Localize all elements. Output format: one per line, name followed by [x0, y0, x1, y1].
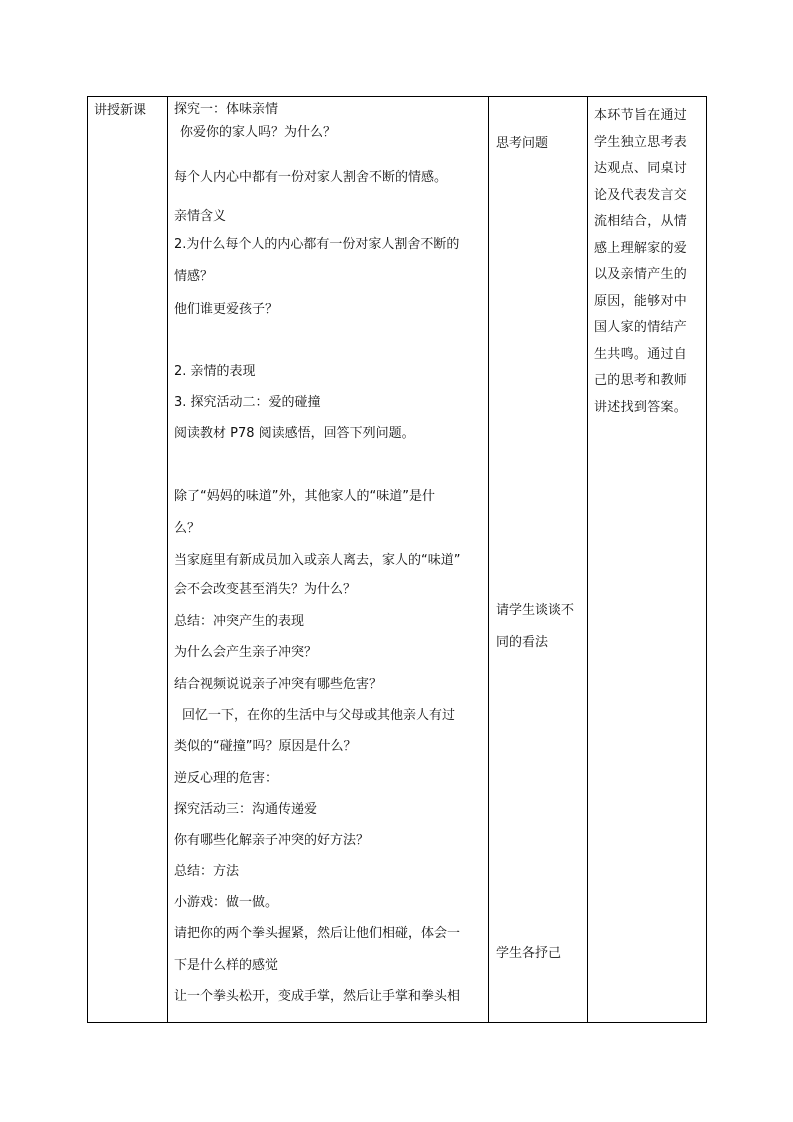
activity-line: 思考问题	[496, 136, 549, 151]
section-cell	[88, 97, 168, 1023]
goal-line: 达观点、同桌讨	[594, 161, 688, 176]
content-line: 探究一：体味亲情	[174, 102, 279, 117]
content-line: 小游戏：做一做。	[174, 895, 279, 910]
content-line: 类似的“碰撞”吗？原因是什么？	[174, 739, 357, 754]
activity-line: 请学生谈谈不	[496, 603, 575, 618]
goal-line: 讲述找到答案。	[594, 399, 688, 415]
content-line: 总结：冲突产生的表现	[174, 614, 305, 629]
goal-line: 学生独立思考表	[594, 134, 688, 150]
goal-text	[588, 97, 706, 421]
content-line: 情感？	[174, 269, 214, 284]
goal-line: 感上理解家的爱	[594, 240, 688, 256]
section-label: 讲授新课	[94, 103, 147, 118]
content-line: 总结：方法	[174, 864, 240, 879]
content-line: 逆反心理的危害：	[174, 771, 279, 786]
lesson-plan-table	[87, 96, 707, 1023]
content-line: 回忆一下，在你的生活中与父母或其他亲人有过	[182, 708, 456, 723]
content-line: 除了“妈妈的味道”外，其他家人的“味道”是什	[174, 489, 435, 504]
goal-line: 原因，能够对中	[594, 293, 688, 309]
content-line: 为什么会产生亲子冲突？	[174, 645, 318, 660]
content-line: 么？	[174, 521, 201, 536]
goal-line: 生共鸣。通过自	[594, 346, 688, 362]
goal-line: 流相结合，从情	[594, 214, 688, 229]
content-line: 他们谁更爱孩子？	[174, 302, 279, 317]
table-row	[88, 97, 707, 1023]
content-line: 2.为什么每个人的内心都有一份对家人割舍不断的	[174, 237, 460, 252]
goal-line: 本环节旨在通过	[594, 108, 688, 123]
content-line: 每个人内心中都有一份对家人割舍不断的情感。	[174, 170, 448, 185]
activity-line: 学生各抒己	[496, 946, 562, 961]
goal-line: 己的思考和教师	[594, 373, 688, 388]
content-line: 请把你的两个拳头握紧，然后让他们相碰，体会一	[174, 926, 461, 941]
content-line: 你有哪些化解亲子冲突的好方法？	[174, 833, 370, 848]
goal-line: 论及代表发言交	[594, 187, 688, 203]
content-line: 阅读教材 P78 阅读感悟，回答下列问题。	[174, 426, 415, 441]
content-line: 下是什么样的感觉	[174, 958, 279, 973]
content-line: 3. 探究活动二：爱的碰撞	[174, 395, 321, 410]
activity-cell	[489, 97, 588, 1023]
content-line: 让一个拳头松开，变成手掌，然后让手掌和拳头相	[174, 989, 461, 1004]
content-line: 当家庭里有新成员加入或亲人离去，家人的“味道”	[174, 553, 461, 568]
content-line: 结合视频说说亲子冲突有哪些危害？	[174, 677, 383, 692]
goal-line: 以及亲情产生的	[594, 267, 688, 282]
activity-line: 同的看法	[496, 635, 549, 650]
content-line: 会不会改变甚至消失？为什么？	[174, 582, 357, 597]
goal-cell	[588, 97, 707, 1023]
content-line: 探究活动三：沟通传递爱	[174, 802, 318, 817]
goal-line: 国人家的情结产	[594, 320, 688, 335]
content-line: 亲情含义	[174, 209, 227, 224]
content-cell	[168, 97, 489, 1023]
content-line: 你爱你的家人吗？为什么？	[180, 125, 337, 140]
content-line: 2. 亲情的表现	[174, 364, 256, 379]
